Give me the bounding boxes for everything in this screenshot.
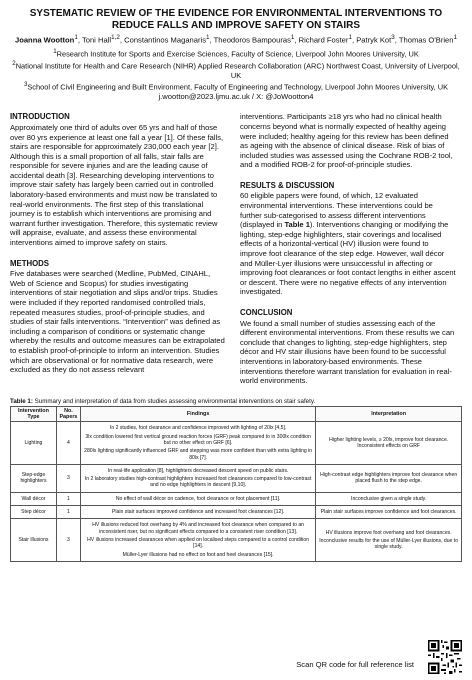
author-list: Joanna Wootton$^1$, Toni Hall$^{1,2}$, Constantinos Maganaris$^1$, Theodoros Bampouras$^1$, Richard Foster$^1$, Patryk Kot$^3$, Thomas O'Brien$^1$ (14, 34, 458, 45)
author-name: Toni Hall (81, 35, 112, 45)
poster-title: SYSTEMATIC REVIEW OF THE EVIDENCE FOR ENVIRONMENTAL INTERVENTIONS TO REDUCE FALLS AND IMPROVE SAFETY ON STAIRS (29, 8, 443, 31)
table-row (11, 422, 462, 464)
cell-interpretation (316, 422, 462, 464)
author-name: Joanna Wootton (14, 35, 75, 45)
table-row (11, 464, 462, 492)
author-name: Patryk Kot (356, 35, 392, 45)
header-findings: Findings (80, 406, 315, 422)
contact-line: j.wootton@2023.ljmu.ac.uk / X: @JoWootton4 (158, 92, 314, 102)
body-columns (10, 112, 462, 396)
methods-heading: METHODS (10, 258, 49, 268)
table-caption-label: Table 1: (10, 397, 33, 405)
finding-text: No effect of wall décor on cadence, foot clearance or foot placement [11]. (115, 495, 281, 502)
affiliation (10, 47, 462, 59)
author-affiliation-mark: 1 (290, 34, 295, 41)
cell-intervention-type: Step-edge highlighters (11, 464, 57, 492)
affiliation-mark: 2 (12, 59, 16, 67)
finding-text: 280lx lighting significantly influenced GRF and stepping was more confident than with extra lighting in 80lx [7]. (84, 448, 313, 461)
affiliation (10, 80, 462, 92)
cell-intervention-type: Wall décor (11, 492, 57, 505)
results-heading: RESULTS & DISCUSSION (240, 180, 335, 190)
cell-interpretation (316, 464, 462, 492)
table-ref[interactable]: Table 1 (284, 220, 310, 230)
interpretation-text: HV illusions improve foot overhang and foot clearances. (325, 529, 452, 536)
affiliation (10, 59, 462, 81)
cell-interpretation (316, 492, 462, 505)
author-affiliation-mark: 1 (74, 34, 78, 41)
table-body (11, 422, 462, 561)
cell-intervention-type: Step décor (11, 506, 57, 519)
table-caption-text: Summary and interpretation of data from studies assessing environmental interventions on stair safety. (34, 397, 316, 405)
finding-text: In real-life application [8], highlighters decreased descent speed on public stairs. (107, 467, 289, 474)
finding-text: Müller-Lyer illusions had no effect on foot and heel clearances [15]. (122, 551, 274, 558)
cell-findings (80, 519, 315, 561)
author-name: Richard Foster (298, 35, 349, 45)
author-name: Thomas O'Brien (398, 35, 454, 45)
affiliation-mark: 1 (53, 47, 57, 55)
affiliation-list (10, 47, 462, 93)
cell-findings (80, 506, 315, 519)
cell-intervention-type: Stair illusions (11, 519, 57, 561)
interpretation-text: High-contrast edge highlighters improve foot clearance when placed flush to the step edge. (320, 471, 458, 485)
cell-findings (80, 464, 315, 492)
finding-text: HV illusions increased clearances when applied on localised steps compared to a control condition [14]. (87, 536, 310, 550)
results-text-a: 60 eligible papers were found, of which, 12 evaluated environmental interventions. These interventions could be further sub-categorised to assess different interventions (displayed in (240, 191, 433, 230)
finding-text: In 2 laboratory studies high-contrast highlighters increased foot clearances compared to low-contrast and no edge highlighters in descent [9,10]. (84, 476, 312, 489)
author-affiliation-mark: 1 (206, 34, 210, 41)
cell-no-papers: 4 (56, 422, 80, 464)
cell-interpretation (316, 519, 462, 561)
affiliation-text: School of Civil Engineering and Built Environment, Faculty of Engineering and Technology, Liverpool John Moores University, UK (27, 82, 449, 92)
author-affiliation-mark: 3 (391, 34, 395, 41)
cell-no-papers: 1 (56, 506, 80, 519)
header-no-papers: No. Papers (56, 406, 80, 422)
finding-text: In 2 studies, foot clearance and confidence improved with lighting of 20lx [4,5]. (109, 425, 287, 432)
table-row (11, 506, 462, 519)
conclusion-text: We found a small number of studies assessing each of the different environmental interventions. From these results we can conclude that changes to lighting, step-edge highlighters, step décor and HV stair illusions have been found to be successful interventions in laboratory-based environments. These interventions therefore warrant translation for evaluation in real-world environments. (240, 318, 455, 386)
cell-no-papers: 3 (56, 464, 80, 492)
intro-heading: INTRODUCTION (10, 112, 70, 122)
interpretation-text: Plain stair surfaces improve confidence and foot clearances. (320, 509, 457, 516)
cell-no-papers: 1 (56, 492, 80, 505)
results-text-b: ). Interventions changing or modifying the lighting, step-edge highlighters, stair coverings and localised effects of a horizontal-vertical (HV) illusion were found to improve foot clearance of the step edge. However, wall décor and Müller-Lyer illusions were unsuccessful in affecting or improving foot clearances or foot contact lengths in either ascent or descent. There were no negative effects of any intervention investigated. (240, 220, 456, 297)
cell-findings (80, 492, 315, 505)
header-interpretation: Interpretation (316, 406, 462, 422)
author-name: Theodoros Bampouras (213, 35, 291, 45)
finding-text: HV illusions reduced foot overhang by 4% and increased foot clearance when compared to an inconsistent riser, but no significant effects compared to a consistent riser condition [13]. (92, 522, 305, 535)
table-header-row (11, 406, 462, 422)
conclusion-heading: CONCLUSION (240, 308, 293, 317)
table-row (11, 519, 462, 561)
affiliation-mark: 3 (23, 81, 28, 89)
summary-table (10, 406, 462, 562)
methods-text: Five databases were searched (Medline, PubMed, CINAHL, Web of Science and Scopus) for studies investigating interventions of stair negotiation and slips and/or trips. Studies were included if they reported randomised controlled trials, repeated measures studies, proof-of-principle studies, and studies of stair falls interventions. “Intervention” was defined as including a comparison of conditions or systematic change whereby the results and outcome measures can be extrapolated to establish proof-of-principle to inform an intervention. Studies which are observational or for normative data research, were excluded as they do not assess relevant (10, 269, 225, 375)
cell-no-papers: 3 (56, 519, 80, 561)
finding-text: Plain stair surfaces improved confidence and increased foot clearances [12]. (112, 509, 285, 516)
methods-continued: interventions. Participants ≥18 yrs who had no clinical health concerns beyond what is normally expected of healthy ageing were included; healthy ageing for this review has been defined as ageing with the absence of clinical disease. Risk of bias of included studies was assessed using the Cochrane ROB-2 tool, and a modified ROB-2 for proof-of-principle studies. (240, 112, 453, 170)
right-column (240, 112, 456, 396)
interpretation-text: Higher lighting levels, ≥ 20lx, improve foot clearance. Inconsistent effects on GRF (329, 436, 449, 450)
left-column (10, 112, 226, 396)
author-affiliation-mark: 1 (348, 34, 352, 41)
author-affiliation-mark: 1,2 (111, 34, 120, 41)
interpretation-text: Inconclusive results for the use of Müller-Lyer illusions, due to single study. (319, 537, 459, 551)
qr-code-icon[interactable] (428, 640, 462, 674)
affiliation-text: Research Institute for Sports and Exercise Sciences, Faculty of Science, Liverpool John Moores University, UK (56, 49, 419, 58)
cell-intervention-type: Lighting (11, 422, 57, 464)
intro-text: Approximately one third of adults over 65 yrs and half of those over 80 yrs experience at least one fall a year [1]. Of these falls, stairs are responsible for approximately 230,000 each year [2]. Although this is a small proportion of all falls, stair falls are responsible for severe injuries and are the leading cause of accidental death [3]. Researching developing interventions to improve stair safety has largely been carried out in controlled laboratory-based environments and must now be translated to real-world environments. The first step of this translational journey is to establish which interventions are promising and warrant further investigation. Therefore, this systematic review will appraise, evaluate, and assess these environmental interventions aimed to improve safety on stairs. (10, 122, 224, 248)
interpretation-text: Inconclusive given a single study. (351, 495, 427, 502)
author-name: Constantinos Maganaris (124, 35, 206, 45)
results-text (240, 191, 456, 297)
table-row (11, 492, 462, 505)
affiliation-text: National Institute for Health and Care Research (NIHR) Applied Research Collaboration (ARC) Northwest Coast, University of Liverpool, UK (15, 61, 460, 80)
cell-interpretation (316, 506, 462, 519)
cell-findings (80, 422, 315, 464)
table-caption (10, 398, 462, 405)
finding-text: 3lx condition lowered first vertical ground reaction forces (GRF) peak compared to in 300lx condition but no other effect on GRF [6]. (85, 433, 311, 446)
author-affiliation-mark: 1 (453, 34, 458, 41)
footer-note: Scan QR code for full reference list (296, 660, 414, 669)
header-intervention-type: Intervention Type (11, 406, 57, 422)
